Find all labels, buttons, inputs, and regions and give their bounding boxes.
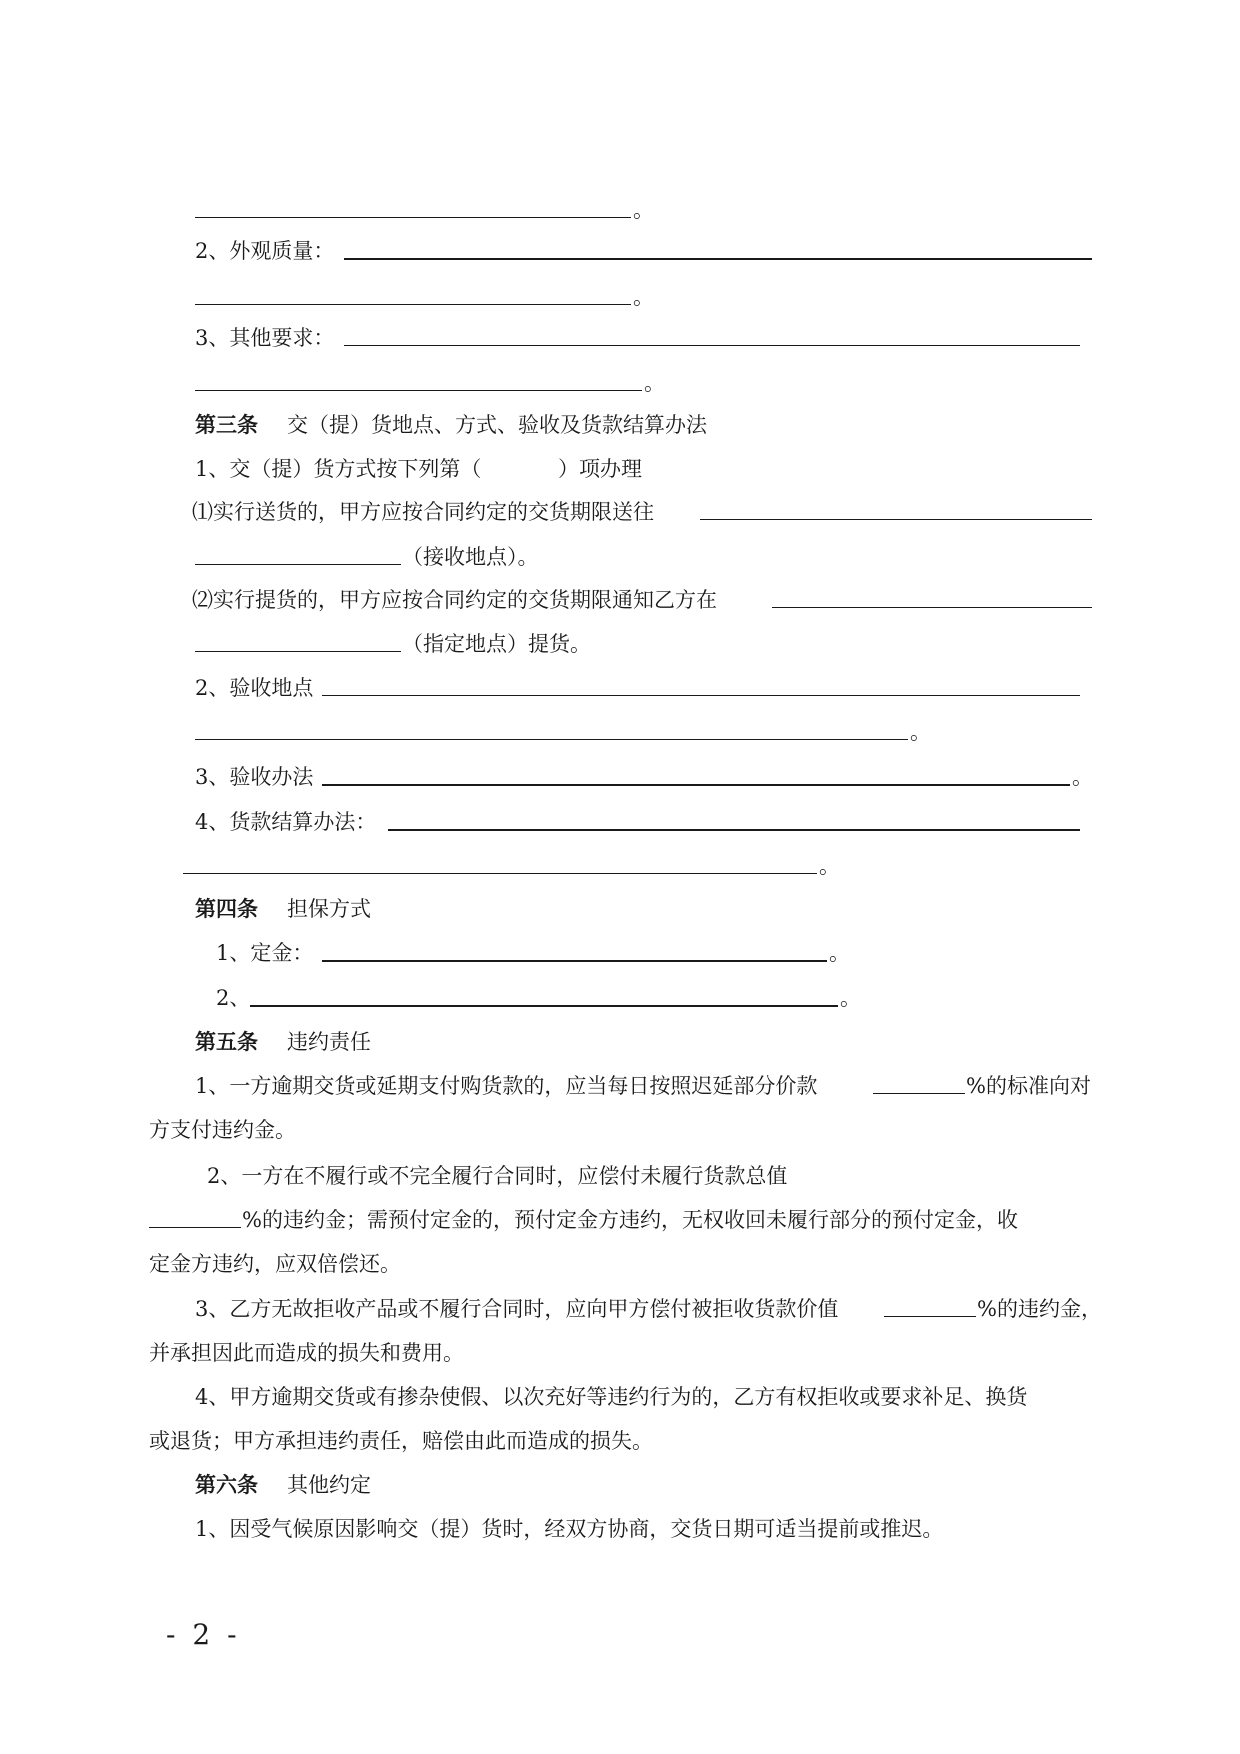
penalty-3-line-a	[0, 1289, 1240, 1329]
appearance-continuation-line	[0, 277, 1240, 317]
delivery-method-line	[0, 449, 1240, 489]
penalty-2-percent-blank[interactable]	[149, 1227, 241, 1228]
settlement-continuation-line	[0, 846, 1240, 886]
other-requirements-line	[0, 318, 1240, 358]
other-continuation-line	[0, 363, 1240, 403]
period: 。	[1072, 765, 1093, 789]
inspection-method-line	[0, 757, 1240, 797]
penalty-3-percent-blank[interactable]	[884, 1316, 976, 1317]
appearance-quality-blank[interactable]	[344, 258, 1092, 260]
inspection-method-blank[interactable]	[322, 784, 1070, 786]
designated-location-line	[0, 624, 1240, 664]
period: 。	[829, 941, 850, 965]
penalty-2-text-end: 定金方违约，应双倍偿还。	[149, 1252, 401, 1276]
penalty-3-text-cont: %的违约金，	[977, 1297, 1102, 1321]
deposit-line	[0, 933, 1240, 973]
other-requirements-label: 3、其他要求：	[195, 326, 335, 350]
fill-blank[interactable]	[195, 217, 631, 218]
other-requirements-blank[interactable]	[344, 345, 1080, 346]
appearance-quality-label: 2、外观质量：	[195, 239, 335, 263]
article-5-heading	[0, 1022, 1240, 1062]
guarantee-item-2-line	[0, 978, 1240, 1018]
penalty-4-line-a	[0, 1377, 1240, 1417]
delivery-destination-blank[interactable]	[700, 519, 1092, 520]
article-title: 其他约定	[287, 1473, 371, 1497]
page-number: - 2 -	[166, 1618, 241, 1651]
penalty-1-text-cont: %的标准向对	[966, 1074, 1091, 1098]
option-delivery-text: ⑴实行送货的，甲方应按合同约定的交货期限送往	[192, 500, 654, 524]
designated-location-blank[interactable]	[195, 651, 401, 652]
fill-blank[interactable]	[183, 873, 817, 874]
quality-continuation-line	[0, 190, 1240, 230]
guarantee-item-2-label: 2、	[216, 986, 251, 1010]
penalty-1-percent-blank[interactable]	[873, 1093, 965, 1094]
article-title: 交（提）货地点、方式、验收及货款结算办法	[287, 413, 707, 437]
penalty-1-text-end: 方支付违约金。	[149, 1118, 296, 1142]
inspection-location-label: 2、验收地点	[195, 676, 314, 700]
period: 。	[633, 198, 654, 222]
option-delivery-line	[0, 492, 1240, 532]
article-title: 担保方式	[287, 897, 371, 921]
receiving-location-line	[0, 537, 1240, 577]
other-agreement-1-line	[0, 1509, 1240, 1549]
penalty-3-text-end: 并承担因此而造成的损失和费用。	[149, 1341, 464, 1365]
deposit-blank[interactable]	[322, 960, 827, 962]
penalty-2-text: 2、一方在不履行或不完全履行合同时，应偿付未履行货款总值	[207, 1164, 788, 1188]
receiving-location-note: （接收地点）。	[402, 545, 539, 569]
fill-blank[interactable]	[195, 739, 908, 740]
delivery-method-prefix: 1、交（提）货方式按下列第（	[195, 457, 482, 481]
period: 。	[819, 854, 840, 878]
article-number: 第四条	[195, 896, 258, 921]
appearance-quality-line	[0, 231, 1240, 271]
article-6-heading	[0, 1465, 1240, 1505]
article-3-heading	[0, 405, 1240, 445]
article-4-heading	[0, 889, 1240, 929]
period: 。	[840, 986, 861, 1010]
penalty-3-line-b	[0, 1333, 1240, 1373]
settlement-method-blank[interactable]	[388, 829, 1080, 831]
inspection-continuation-line	[0, 712, 1240, 752]
article-title: 违约责任	[287, 1030, 371, 1054]
article-number: 第三条	[195, 412, 258, 437]
pickup-location-blank[interactable]	[772, 607, 1092, 608]
other-agreement-1-text: 1、因受气候原因影响交（提）货时，经双方协商，交货日期可适当提前或推迟。	[195, 1517, 944, 1541]
period: 。	[910, 720, 931, 744]
penalty-2-text-cont: %的违约金；需预付定金的，预付定金方违约，无权收回未履行部分的预付定金，收	[242, 1208, 1018, 1232]
inspection-method-label: 3、验收办法	[195, 765, 314, 789]
settlement-method-line	[0, 802, 1240, 842]
penalty-3-text: 3、乙方无故拒收产品或不履行合同时，应向甲方偿付被拒收货款价值	[195, 1297, 839, 1321]
delivery-method-suffix: ）项办理	[558, 457, 642, 481]
penalty-1-line-a	[0, 1066, 1240, 1106]
option-pickup-text: ⑵实行提货的，甲方应按合同约定的交货期限通知乙方在	[192, 588, 717, 612]
penalty-4-text-end: 或退货；甲方承担违约责任，赔偿由此而造成的损失。	[149, 1429, 653, 1453]
penalty-4-line-b	[0, 1421, 1240, 1461]
penalty-1-text: 1、一方逾期交货或延期支付购货款的，应当每日按照迟延部分价款	[195, 1074, 818, 1098]
guarantee-item-2-blank[interactable]	[250, 1005, 838, 1007]
receiving-location-blank[interactable]	[195, 564, 401, 565]
inspection-location-blank[interactable]	[322, 695, 1080, 696]
penalty-2-line-b	[0, 1200, 1240, 1240]
period: 。	[644, 371, 665, 395]
article-number: 第六条	[195, 1472, 258, 1497]
penalty-2-line-c	[0, 1244, 1240, 1284]
fill-blank[interactable]	[195, 304, 631, 305]
penalty-2-line-a	[0, 1156, 1240, 1196]
fill-blank[interactable]	[195, 390, 642, 391]
article-number: 第五条	[195, 1029, 258, 1054]
inspection-location-line	[0, 668, 1240, 708]
settlement-method-label: 4、货款结算办法：	[195, 810, 377, 834]
penalty-4-text: 4、甲方逾期交货或有掺杂使假、以次充好等违约行为的，乙方有权拒收或要求补足、换货	[195, 1385, 1028, 1409]
period: 。	[633, 285, 654, 309]
penalty-1-line-b	[0, 1110, 1240, 1150]
deposit-label: 1、定金：	[216, 941, 314, 965]
designated-location-note: （指定地点）提货。	[402, 632, 591, 656]
option-pickup-line	[0, 580, 1240, 620]
